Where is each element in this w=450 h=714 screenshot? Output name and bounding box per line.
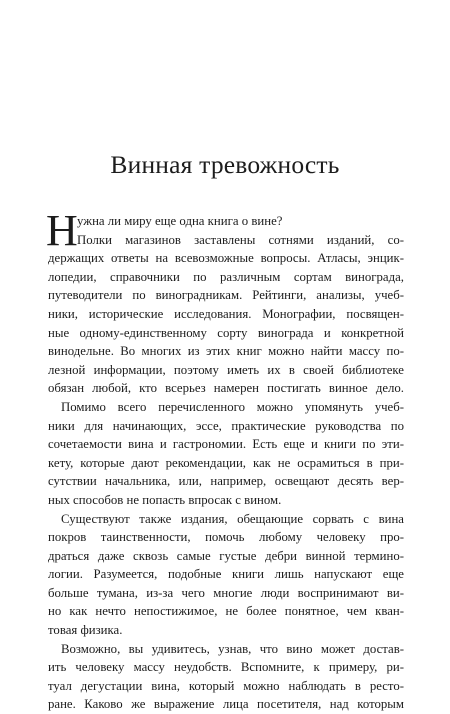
text-line: Существуют также издания, обещающие сорвать с вина (61, 511, 404, 526)
text-line: путеводители по виноградникам. Рейтинги, анализы, учеб- (48, 288, 404, 303)
text-line: ных способов не попасть впросак с вином. (48, 492, 282, 507)
body-text (46, 206, 404, 714)
text-line: Помимо всего перечисленного можно упомянуть учеб- (61, 399, 404, 414)
text-line: винодельне. Во многих из этих книг можно найти массу по- (48, 344, 404, 359)
drop-cap: Н (46, 206, 78, 255)
text-line: кету, которые дают рекомендации, как не осрамиться в при- (48, 455, 404, 470)
text-line: Возможно, вы удивитесь, узнав, что вино может достав- (61, 641, 404, 656)
text-line: драться даже сквозь самые густые дебри винной термино- (48, 548, 404, 563)
text-line: туал дегустации вина, который можно наблюдать в ресто- (48, 678, 404, 693)
chapter-title: Винная тревожность (110, 150, 340, 179)
text-line: держащих ответы на всевозможные вопросы. Атласы, энцик- (48, 251, 404, 266)
text-line: ники для начинающих, эссе, практические руководства по (48, 418, 404, 433)
text-line: Полки магазинов заставлены сотнями изданий, со- (77, 232, 404, 247)
text-line: сутствии начальника, или, например, освещают десять вер- (48, 474, 404, 489)
text-line: лезной информации, поэтому иметь их в своей библиотеке (48, 362, 404, 377)
text-line: ить человеку массу неудобств. Вспомните, к примеру, ри- (48, 660, 404, 675)
text-line: логии. Разумеется, подобные книги лишь напускают еще (48, 567, 404, 582)
text-line: покров таинственности, помочь любому человеку про- (48, 530, 404, 545)
text-line: товая физика. (48, 623, 123, 638)
text-line: ники, исторические исследования. Монографии, посвящен- (48, 306, 404, 321)
text-line: ужна ли миру еще одна книга о вине? (77, 214, 283, 228)
text-line: ные одному-единственному сорту винограда и конкретной (48, 325, 404, 340)
text-line: сочетаемости вина и гастрономии. Есть еще и книги по эти- (48, 437, 404, 452)
text-line: лопедии, справочники по различным сортам винограда, (48, 269, 404, 284)
text-line: но как нечто непостижимое, не более понятное, чем кван- (48, 604, 404, 619)
text-line: больше тумана, из-за чего многие люди воспринимают ви- (48, 585, 404, 600)
text-line: обязан любой, кто всерьез намерен постигать винное дело. (48, 381, 404, 396)
text-line: ране. Каково же выражение лица посетителя, над которым (48, 697, 404, 712)
